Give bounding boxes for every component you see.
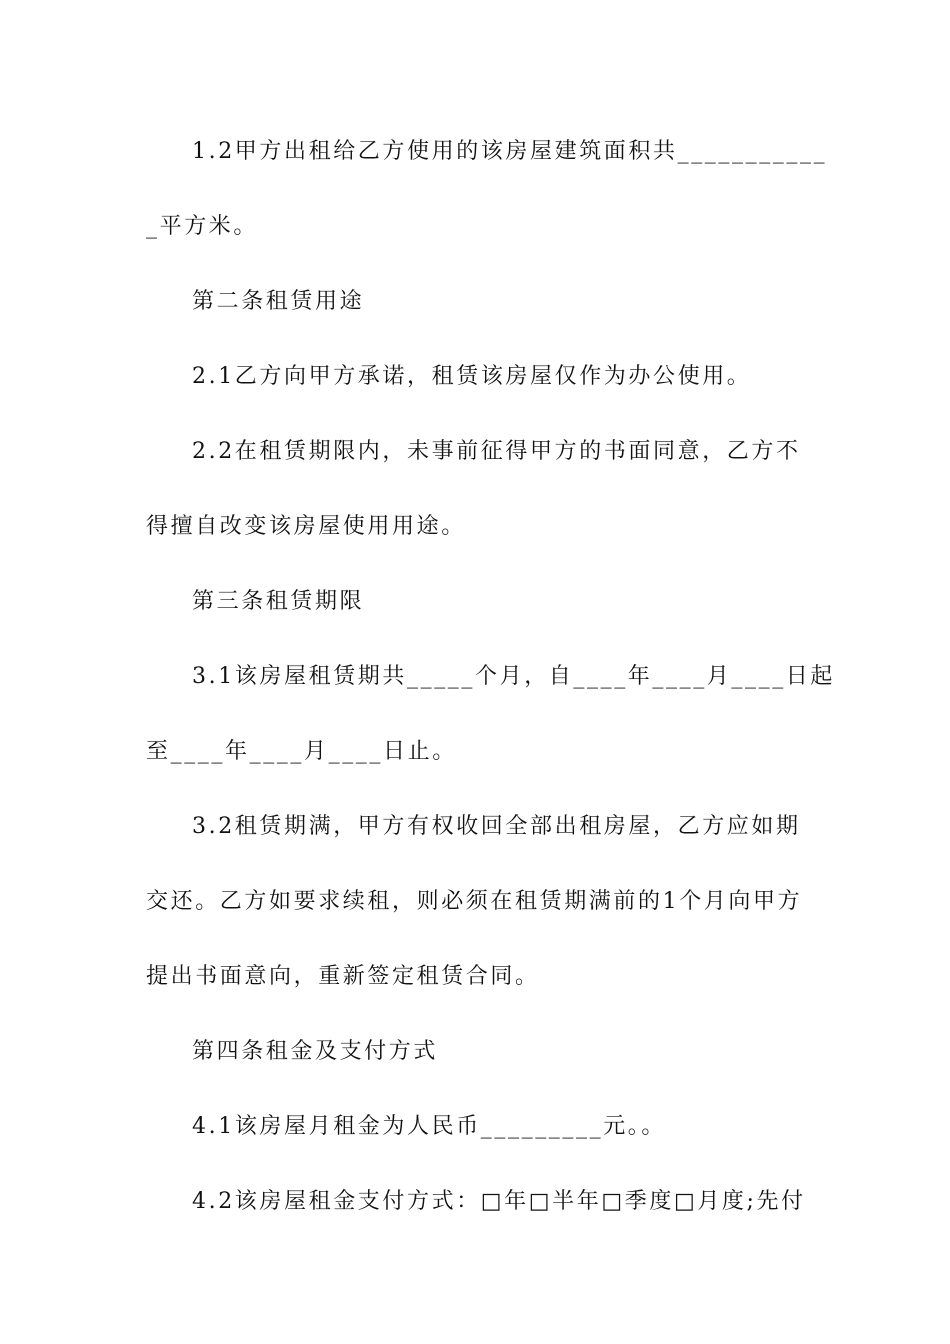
text: 3.2租赁期满，甲方有权收回全部出租房屋，乙方应如期	[192, 814, 801, 839]
text: 交还。乙方如要求续租，则必须在租赁期满前的1个月向甲方	[146, 889, 803, 914]
text: 2.1乙方向甲方承诺，租赁该房屋仅作为办公使用。	[192, 364, 752, 389]
article-3-heading	[192, 587, 862, 617]
text: 提出书面意向，重新签定租赁合同。	[146, 964, 540, 989]
text: _平方米。	[146, 214, 259, 239]
clause-3-2-line-2	[146, 887, 816, 917]
article-2-heading	[192, 287, 862, 317]
text: 第三条租赁期限	[192, 589, 365, 614]
text: 第二条租赁用途	[192, 289, 365, 314]
text: 4.2该房屋租金支付方式：□年□半年□季度□月度;先付	[192, 1189, 806, 1214]
clause-2-1	[192, 362, 862, 392]
text: 1.2甲方出租给乙方使用的该房屋建筑面积共___________	[192, 139, 828, 164]
text: 3.1该房屋租赁期共_____个月，自____年____月____日起	[192, 664, 835, 689]
text: 4.1该房屋月租金为人民币_________元。。	[192, 1114, 666, 1139]
clause-4-2-line-1	[192, 1187, 862, 1217]
text: 第四条租金及支付方式	[192, 1039, 439, 1064]
text: 至____年____月____日止。	[146, 739, 457, 764]
clause-1-2-line-1	[192, 137, 862, 167]
clause-2-2-line-2	[146, 512, 816, 542]
clause-3-1-line-1	[192, 662, 862, 692]
article-4-heading	[192, 1037, 862, 1067]
clause-4-1	[192, 1112, 862, 1142]
clause-3-2-line-1	[192, 812, 862, 842]
clause-3-2-line-3	[146, 962, 816, 992]
clause-3-1-line-2	[146, 737, 816, 767]
text: 得擅自改变该房屋使用用途。	[146, 514, 466, 539]
clause-1-2-line-2	[146, 212, 816, 242]
clause-2-2-line-1	[192, 437, 862, 467]
text: 2.2在租赁期限内，未事前征得甲方的书面同意，乙方不	[192, 439, 801, 464]
